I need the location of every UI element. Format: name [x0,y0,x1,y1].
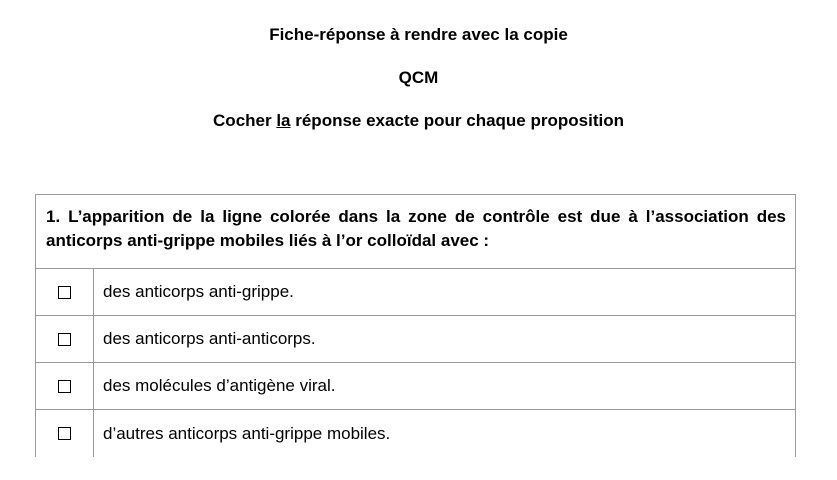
checkbox-cell [36,269,94,315]
page-title: Fiche-réponse à rendre avec la copie [269,25,568,44]
answer-label: d’autres anticorps anti-grippe mobiles. [103,423,391,443]
answer-checkbox[interactable] [58,427,71,440]
page-subtitle: QCM [398,68,439,87]
answer-row [36,316,795,363]
checkbox-cell [36,316,94,362]
answer-label: des molécules d’antigène viral. [103,376,336,395]
answer-checkbox[interactable] [58,333,71,346]
answer-row [36,410,795,457]
answer-label: des anticorps anti-anticorps. [103,329,316,348]
instruction [0,110,837,132]
instruction-before: Cocher [213,111,277,130]
answer-row [36,363,795,410]
checkbox-cell [36,410,94,457]
answer-label: des anticorps anti-grippe. [103,282,294,301]
answer-checkbox[interactable] [58,380,71,393]
qcm-table [35,194,796,457]
question-text: 1. L’apparition de la ligne colorée dans la zone de contrôle est due à l’association des anticorps anti-grippe mobiles liés à l’or colloïdal avec : [36,195,795,269]
answer-checkbox[interactable] [58,286,71,299]
checkbox-cell [36,363,94,409]
answer-row [36,269,795,316]
instruction-after: réponse exacte pour chaque proposition [290,111,624,130]
instruction-underlined: la [276,111,291,130]
